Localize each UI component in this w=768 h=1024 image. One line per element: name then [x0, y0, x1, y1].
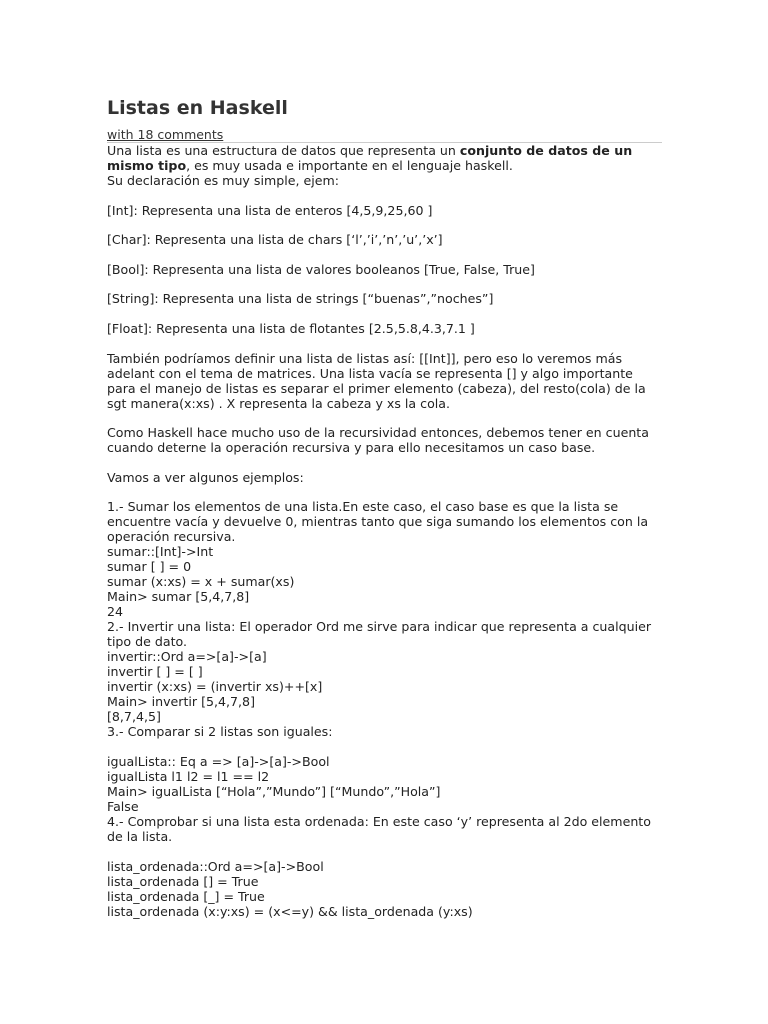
type-string: [String]: Representa una lista de strings [“buenas”,”noches”]	[107, 291, 494, 307]
code-line: Main> invertir [5,4,7,8]	[107, 694, 255, 710]
code-line: lista_ordenada (x:y:xs) = (x<=y) && lista_ordenada (y:xs)	[107, 903, 473, 919]
code-line: Main> sumar [5,4,7,8]	[107, 589, 250, 605]
code-line: lista_ordenada [] = True	[107, 873, 259, 889]
intro-paragraph	[107, 143, 662, 173]
example-3-description: 3.- Comparar si 2 listas son iguales:	[107, 724, 333, 740]
code-line: sumar (x:xs) = x + sumar(xs)	[107, 574, 295, 590]
intro-bold-text: conjunto de datos de un mismo tipo	[107, 143, 633, 173]
code-line: igualLista l1 l2 = l1 == l2	[107, 768, 270, 784]
code-line: invertir [ ] = [ ]	[107, 664, 203, 680]
type-int: [Int]: Representa una lista de enteros [4,5,9,25,60 ]	[107, 202, 433, 218]
code-line: sumar::[Int]->Int	[107, 544, 214, 560]
intro-line-2: Su declaración es muy simple, ejem:	[107, 173, 339, 188]
paragraph-matrices: También podríamos definir una lista de listas así: [[Int]], pero eso lo veremos más adelant con el tema de matrices. Una lista vacía se representa [] y algo importante para el manejo de listas es separar el primer elemento (cabeza), del resto(cola) de la sgt manera(x:xs) . X representa la cabeza y xs la cola.	[107, 350, 646, 411]
type-char: [Char]: Representa una lista de chars [‘l’,’i’,’n’,’u’,’x’]	[107, 232, 443, 248]
article	[107, 96, 662, 919]
example-2-description: 2.- Invertir una lista: El operador Ord me sirve para indicar que representa a cualquier tipo de dato.	[107, 619, 652, 650]
type-float: [Float]: Representa una lista de flotantes [2.5,5.8,4.3,7.1 ]	[107, 320, 475, 336]
paragraph-recursion: Como Haskell hace mucho uso de la recursividad entonces, debemos tener en cuenta cuando deterne la operación recursiva y para ello necesitamos un caso base.	[107, 425, 649, 456]
code-line: Main> igualLista [“Hola”,”Mundo”] [“Mundo”,”Hola”]	[107, 783, 441, 799]
paragraph-examples: Vamos a ver algunos ejemplos:	[107, 469, 304, 485]
example-1-description: 1.- Sumar los elementos de una lista.En este caso, el caso base es que la lista se encuentre vacía y devuelve 0, mientras tanto que siga sumando los elementos con la operación recursiva.	[107, 499, 649, 545]
code-line: lista_ordenada [_] = True	[107, 888, 265, 904]
example-4-description: 4.- Comprobar si una lista esta ordenada: En este caso ‘y’ representa al 2do elemento de la lista.	[107, 813, 651, 844]
post-content	[107, 143, 662, 919]
comments-link[interactable]: with 18 comments	[107, 127, 662, 143]
code-line: [8,7,4,5]	[107, 709, 161, 725]
type-bool: [Bool]: Representa una lista de valores booleanos [True, False, True]	[107, 261, 535, 277]
post-title: Listas en Haskell	[107, 97, 288, 119]
intro-text-end: , es muy usada e importante en el lenguaje haskell.	[186, 158, 513, 173]
intro-text: Una lista es una estructura de datos que representa un	[107, 143, 460, 158]
code-line: igualLista:: Eq a => [a]->[a]->Bool	[107, 753, 330, 769]
code-line: invertir::Ord a=>[a]->[a]	[107, 649, 267, 665]
code-line: False	[107, 798, 139, 814]
code-line: 24	[107, 604, 124, 620]
code-line: sumar [ ] = 0	[107, 559, 192, 575]
code-line: lista_ordenada::Ord a=>[a]->Bool	[107, 858, 324, 874]
code-line: invertir (x:xs) = (invertir xs)++[x]	[107, 679, 323, 695]
